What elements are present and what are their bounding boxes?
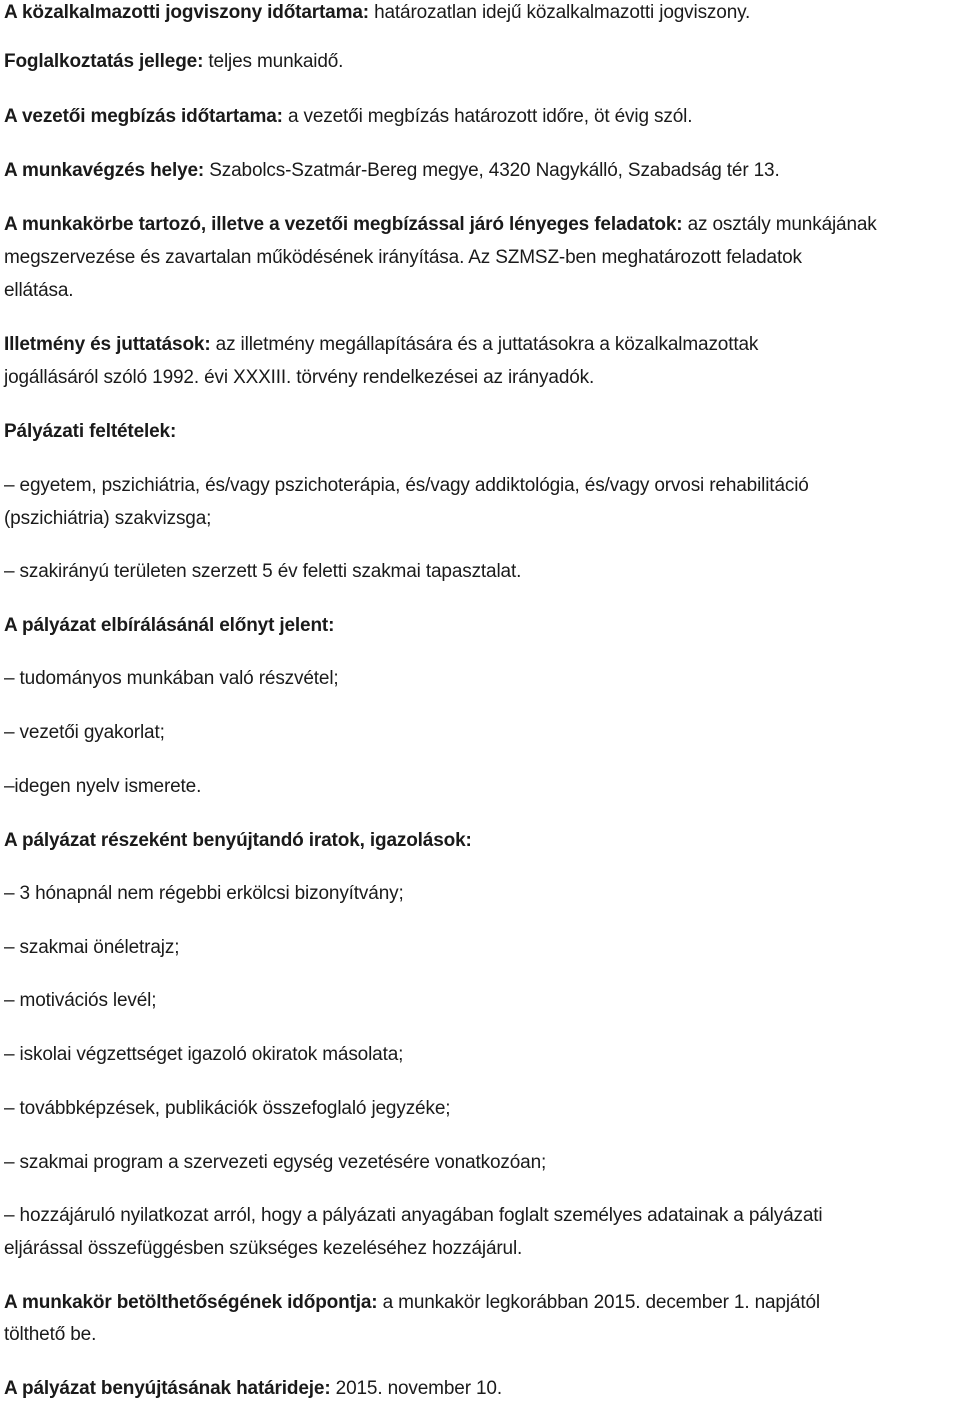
employment-type-label: Foglalkoztatás jellege:: [4, 51, 204, 72]
duties-line-3: ellátása.: [4, 280, 74, 301]
employment-duration: A közalkalmazotti jogviszony időtartama: határozatlan idejű közalkalmazotti jogviszony.: [4, 2, 751, 23]
list-item: –idegen nyelv ismerete.: [4, 776, 202, 797]
list-item: – motivációs levél;: [4, 990, 157, 1011]
list-item: – egyetem, pszichiátria, és/vagy pszichoterápia, és/vagy addiktológia, és/vagy orvosi rehabilitáció: [4, 475, 809, 496]
assignment-duration-label: A vezetői megbízás időtartama:: [4, 106, 283, 127]
start-date-label: A munkakör betölthetőségének időpontja:: [4, 1292, 378, 1313]
list-item: – tudományos munkában való részvétel;: [4, 668, 339, 689]
list-item: – vezetői gyakorlat;: [4, 722, 165, 743]
duties-line-1: A munkakörbe tartozó, illetve a vezetői megbízással járó lényeges feladatok: az osztály munkájának: [4, 214, 877, 235]
list-item: – iskolai végzettséget igazoló okiratok másolata;: [4, 1044, 404, 1065]
conditions-heading: Pályázati feltételek:: [4, 421, 177, 442]
start-date-line-1: A munkakör betölthetőségének időpontja: a munkakör legkorábban 2015. december 1. napjától: [4, 1292, 820, 1313]
duties-line-2: megszervezése és zavartalan működésének irányítása. Az SZMSZ-ben meghatározott feladatok: [4, 247, 802, 268]
deadline: A pályázat benyújtásának határideje: 2015. november 10.: [4, 1378, 502, 1399]
advantages-heading: A pályázat elbírálásánál előnyt jelent:: [4, 615, 335, 636]
duties-label: A munkakörbe tartozó, illetve a vezetői megbízással járó lényeges feladatok:: [4, 214, 683, 235]
list-item: – szakmai program a szervezeti egység vezetésére vonatkozóan;: [4, 1152, 547, 1173]
salary-line-1: Illetmény és juttatások: az illetmény megállapítására és a juttatásokra a közalkalmazottak: [4, 334, 759, 355]
list-item: – 3 hónapnál nem régebbi erkölcsi bizonyítvány;: [4, 883, 404, 904]
documents-heading: A pályázat részeként benyújtandó iratok, igazolások:: [4, 830, 472, 851]
workplace: A munkavégzés helye: Szabolcs-Szatmár-Bereg megye, 4320 Nagykálló, Szabadság tér 13.: [4, 160, 780, 181]
employment-duration-label: A közalkalmazotti jogviszony időtartama:: [4, 2, 369, 23]
list-item: (pszichiátria) szakvizsga;: [4, 508, 212, 529]
deadline-label: A pályázat benyújtásának határideje:: [4, 1378, 331, 1399]
employment-type: Foglalkoztatás jellege: teljes munkaidő.: [4, 51, 344, 72]
assignment-duration: A vezetői megbízás időtartama: a vezetői megbízás határozott időre, öt évig szól.: [4, 106, 693, 127]
list-item: – szakmai önéletrajz;: [4, 937, 180, 958]
list-item: – hozzájáruló nyilatkozat arról, hogy a pályázati anyagában foglalt személyes adatainak a pályázati: [4, 1205, 823, 1226]
list-item: – továbbképzések, publikációk összefoglaló jegyzéke;: [4, 1098, 451, 1119]
list-item: eljárással összefüggésben szükséges kezeléséhez hozzájárul.: [4, 1238, 523, 1259]
salary-line-2: jogállásáról szóló 1992. évi XXXIII. törvény rendelkezései az irányadók.: [4, 367, 595, 388]
workplace-label: A munkavégzés helye:: [4, 160, 205, 181]
salary-label: Illetmény és juttatások:: [4, 334, 211, 355]
list-item: – szakirányú területen szerzett 5 év feletti szakmai tapasztalat.: [4, 561, 522, 582]
start-date-line-2: tölthető be.: [4, 1324, 97, 1345]
